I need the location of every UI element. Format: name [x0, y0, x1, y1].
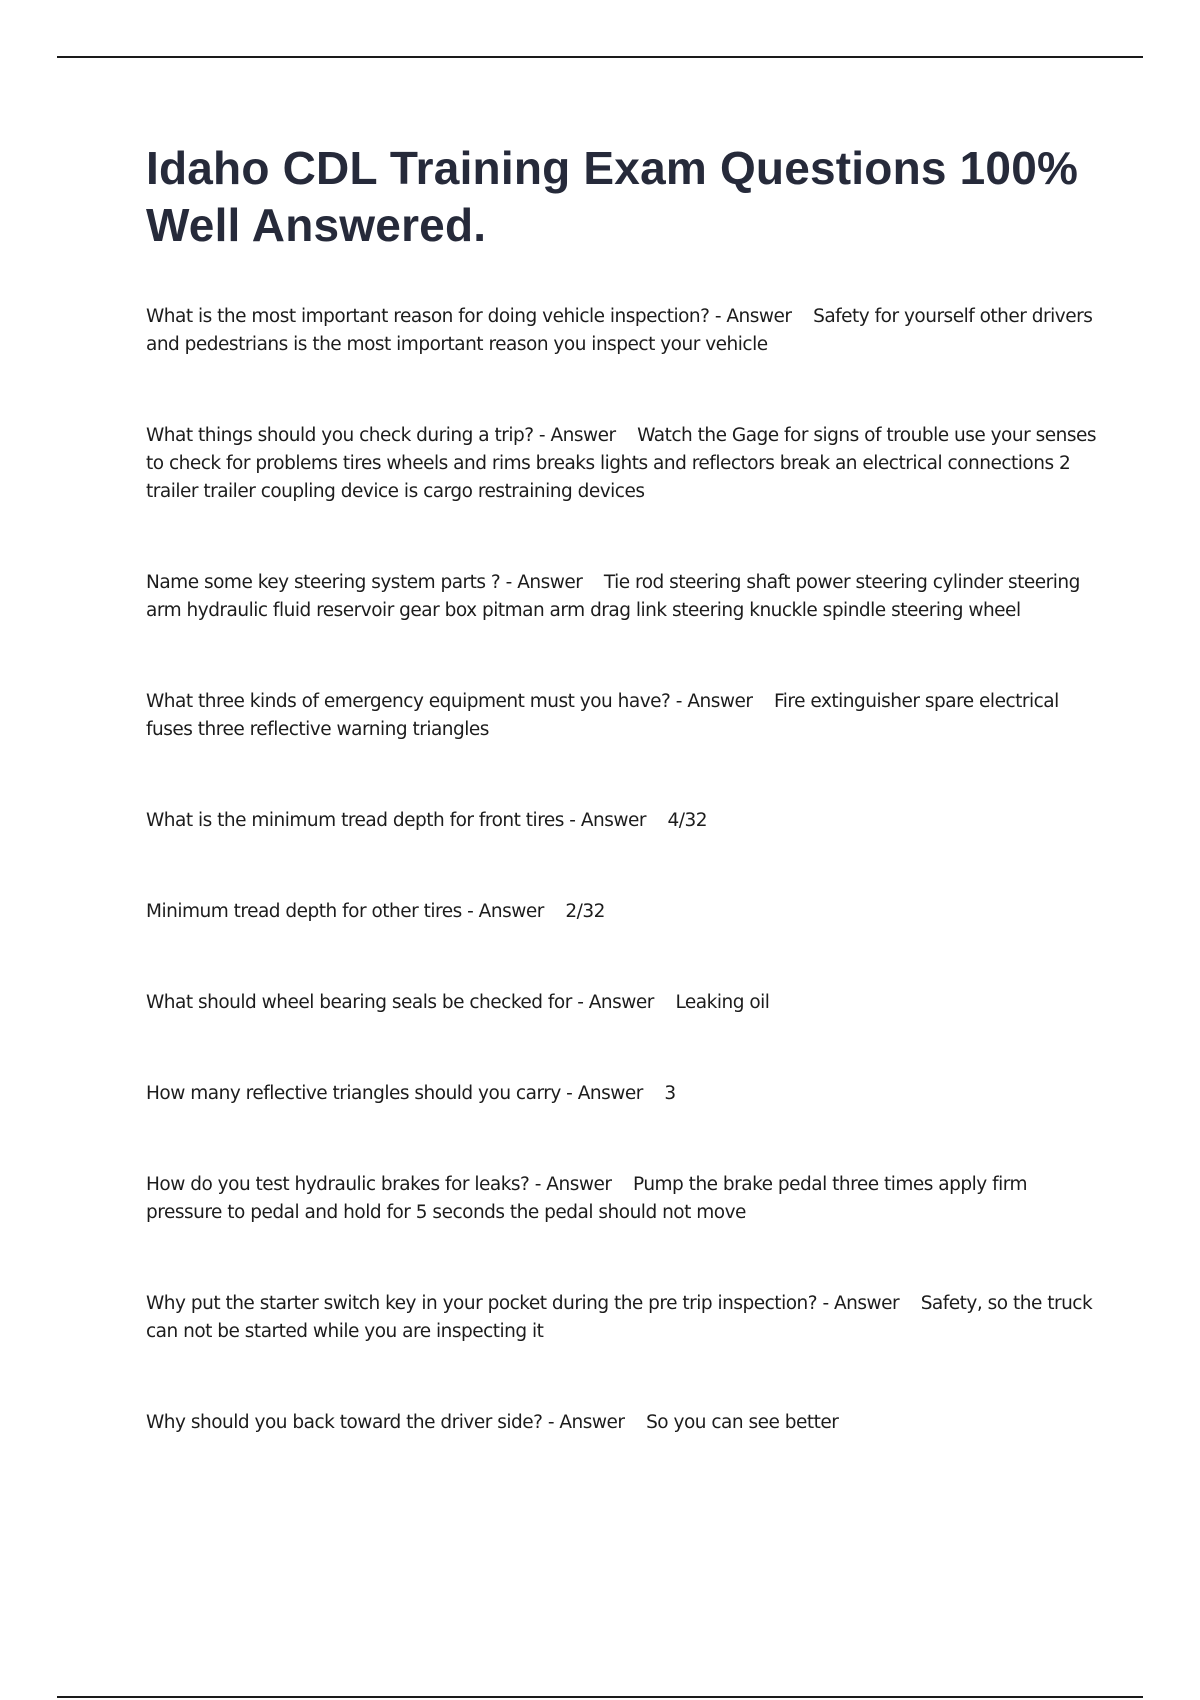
qa-item: [146, 422, 1102, 506]
question-text: What three kinds of emergency equipment must you have?: [146, 691, 671, 712]
answer-separator: - Answer: [709, 306, 814, 327]
answer-text: Safety for yourself other drivers and pedestrians is the most important reason you inspect your vehicle: [146, 306, 1098, 355]
qa-item: [146, 1290, 1096, 1346]
question-text: How do you test hydraulic brakes for leaks?: [146, 1174, 530, 1195]
document-title: Idaho CDL Training Exam Questions 100% Well Answered.: [146, 142, 1079, 251]
question-text: What things should you check during a trip?: [146, 425, 534, 446]
answer-text: Watch the Gage for signs of trouble use your senses to check for problems tires wheels and rims breaks lights and reflectors break an electrical connections 2 trailer trailer coupling device is cargo restraining devices: [146, 425, 1102, 502]
answer-separator: - Answer: [542, 1412, 647, 1433]
answer-separator: - Answer: [571, 992, 676, 1013]
question-text: How many reflective triangles should you carry: [146, 1083, 561, 1104]
answer-separator: - Answer: [563, 810, 668, 831]
qa-item: [146, 989, 1096, 1017]
answer-text: 2/32: [565, 901, 605, 922]
qa-item: [146, 303, 1096, 359]
answer-text: Safety, so the truck can not be started while you are inspecting it: [146, 1293, 1098, 1342]
qa-item: [146, 1409, 1096, 1437]
question-text: Why put the starter switch key in your pocket during the pre trip inspection?: [146, 1293, 818, 1314]
question-text: Name some key steering system parts ?: [146, 572, 501, 593]
answer-separator: - Answer: [461, 901, 566, 922]
answer-separator: - Answer: [533, 425, 638, 446]
qa-item: [146, 688, 1096, 744]
qa-item: [146, 1080, 1096, 1108]
question-text: What should wheel bearing seals be checked for: [146, 992, 572, 1013]
bottom-rule: [57, 1696, 1143, 1698]
document-body: [146, 140, 1102, 1500]
answer-text: Fire extinguisher spare electrical fuses three reflective warning triangles: [146, 691, 1065, 740]
answer-separator: - Answer: [817, 1293, 921, 1314]
answer-separator: - Answer: [670, 691, 774, 712]
qa-item: [146, 807, 1096, 835]
answer-separator: - Answer: [529, 1174, 633, 1195]
answer-separator: - Answer: [500, 572, 604, 593]
answer-text: Tie rod steering shaft power steering cylinder steering arm hydraulic fluid reservoir gear box pitman arm drag link steering knuckle spindle steering wheel: [146, 572, 1086, 621]
answer-text: 4/32: [667, 810, 708, 831]
question-text: Why should you back toward the driver side?: [146, 1412, 543, 1433]
answer-separator: - Answer: [560, 1083, 665, 1104]
answer-text: Pump the brake pedal three times apply firm pressure to pedal and hold for 5 seconds the pedal should not move: [146, 1174, 1033, 1223]
answer-text: 3: [664, 1083, 676, 1104]
qa-item: [146, 898, 1096, 926]
answer-text: So you can see better: [646, 1412, 839, 1433]
answer-text: Leaking oil: [675, 992, 770, 1013]
top-rule: [57, 56, 1143, 58]
qa-item: [146, 1171, 1096, 1227]
question-text: Minimum tread depth for other tires: [146, 901, 462, 922]
question-text: What is the minimum tread depth for front tires: [146, 810, 564, 831]
qa-list: [146, 303, 1102, 1437]
question-text: What is the most important reason for doing vehicle inspection?: [146, 306, 710, 327]
qa-item: [146, 569, 1096, 625]
